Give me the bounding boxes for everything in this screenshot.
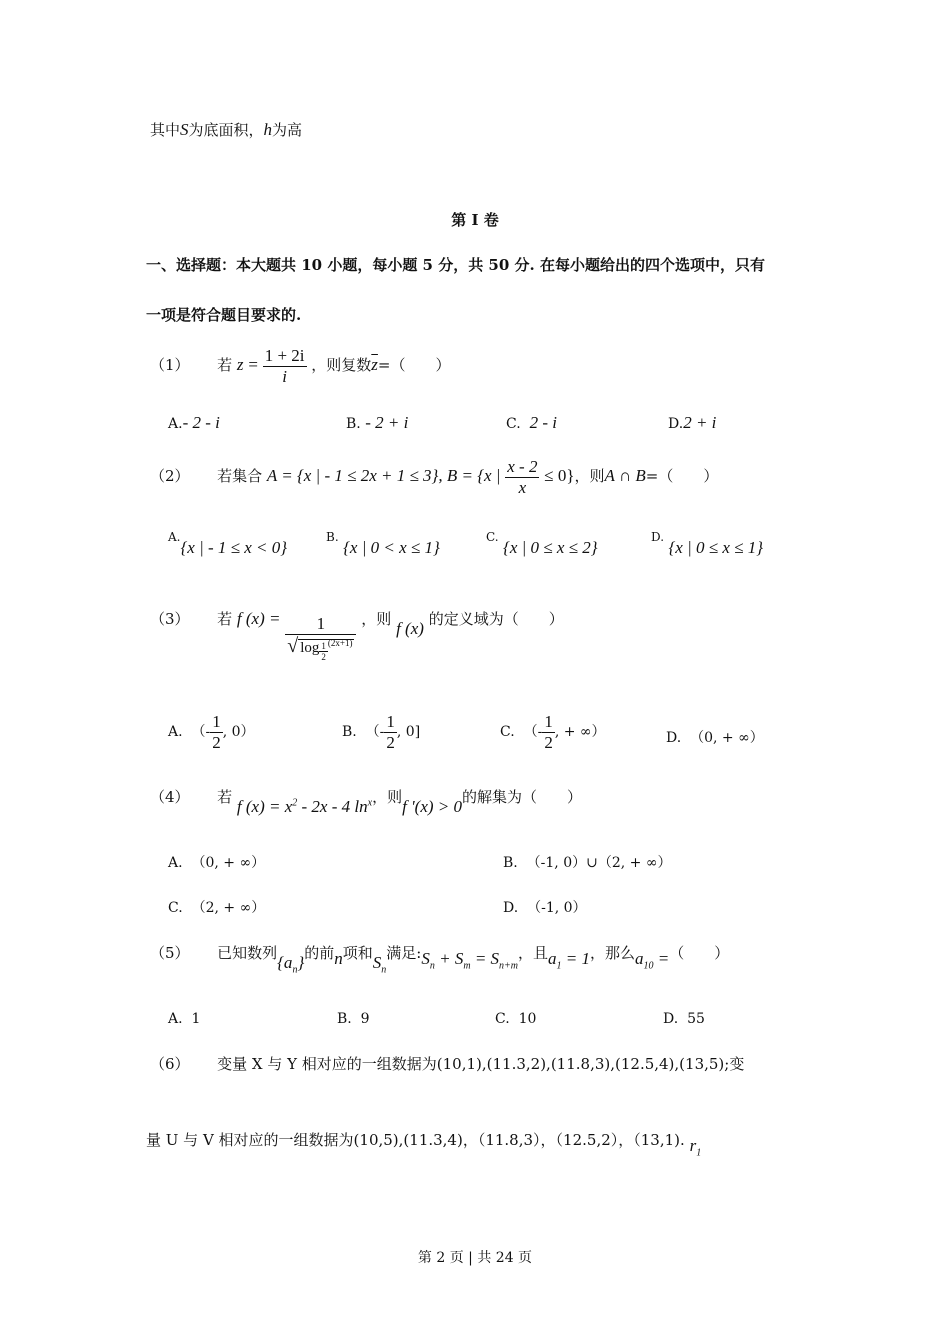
math-function: f (x) — [396, 619, 424, 638]
q1-option-d[interactable] — [668, 413, 716, 433]
q2-option-c[interactable] — [486, 530, 598, 557]
math-subscript: n — [381, 964, 387, 976]
math-subscript: 1 — [696, 1147, 702, 1159]
math-sequence — [277, 953, 305, 976]
math-term: r — [689, 1136, 697, 1155]
section-heading-line2: 一项是符合题目要求的. — [146, 306, 302, 324]
q4-option-a[interactable] — [168, 852, 265, 872]
sqrt-sign-icon: √ — [287, 635, 299, 657]
fraction-numerator: 1 — [544, 712, 553, 731]
option-label: D. — [663, 1011, 679, 1027]
option-text: （-1, 0） — [527, 900, 587, 916]
header-note — [150, 119, 302, 140]
math-term: - 2x - 4 ln — [297, 797, 368, 816]
math-subscript: 1 — [556, 960, 562, 972]
math-sum — [372, 953, 387, 976]
option-label: C. — [495, 1011, 510, 1027]
math-relation — [421, 949, 519, 972]
log-base-num: 1 — [321, 640, 326, 651]
math-term: = S — [470, 949, 500, 968]
question-text: ，则 — [574, 467, 605, 486]
option-text: {x | 0 < x ≤ 1} — [343, 538, 440, 557]
option-label: B. — [342, 724, 357, 741]
option-label: A. — [168, 416, 183, 432]
math-log: log — [300, 640, 320, 656]
math-term: + S — [434, 949, 464, 968]
question-number: （4） — [150, 788, 190, 806]
question-text: 若 — [217, 610, 233, 628]
question-text: ，则 — [361, 610, 392, 628]
math-term: a — [548, 949, 557, 968]
option-text: , 0] — [396, 724, 421, 741]
option-text: , + ∞） — [554, 724, 606, 741]
math-set-expression: A = {x | - 1 ≤ 2x + 1 ≤ 3}, B = {x | — [266, 466, 501, 486]
question-text: 若集合 — [217, 467, 263, 486]
q5-option-c[interactable] — [495, 1011, 536, 1027]
symbol-h: h — [263, 120, 273, 139]
option-label: D. — [668, 416, 684, 432]
option-label: B. — [337, 1011, 352, 1027]
volume-title: 第 I 卷 — [451, 211, 499, 229]
math-initial — [548, 949, 591, 972]
math-term: = — [653, 949, 670, 968]
q4-option-c[interactable] — [168, 897, 265, 917]
note-text: 为高 — [272, 121, 303, 139]
q3-option-a[interactable] — [168, 712, 255, 752]
option-text: （0, + ∞） — [191, 855, 266, 871]
q5-option-b[interactable] — [337, 1011, 370, 1027]
option-text: （-1, 0）∪（2, + ∞） — [526, 855, 672, 871]
option-text: （0, + ∞） — [690, 730, 764, 746]
option-label: B. — [503, 855, 518, 871]
q3-option-d[interactable] — [666, 727, 764, 747]
question-1 — [150, 346, 451, 386]
question-6-line2 — [146, 1129, 702, 1159]
q3-option-c[interactable] — [500, 712, 606, 752]
fraction — [210, 712, 223, 752]
math-var: n — [334, 949, 343, 968]
fraction-numerator: 1 — [212, 712, 221, 731]
fraction-denominator — [285, 634, 356, 662]
fraction-denominator: 2 — [386, 732, 395, 752]
log-argument: (2x+1) — [327, 638, 353, 648]
math-subscript: n — [292, 964, 298, 976]
symbol-S: S — [180, 120, 189, 139]
option-text: 55 — [687, 1011, 705, 1027]
math-term: = 1 — [561, 949, 591, 968]
q5-option-a[interactable] — [168, 1011, 200, 1027]
q4-option-b[interactable] — [503, 852, 671, 872]
question-text: 项和 — [342, 944, 373, 962]
fraction-numerator: 1 — [386, 712, 395, 731]
question-text: ，且 — [518, 944, 549, 962]
q1-option-b[interactable] — [346, 413, 408, 433]
fraction — [505, 457, 539, 497]
log-base-den: 2 — [321, 652, 326, 662]
option-label: A. — [168, 1011, 183, 1027]
question-number: （5） — [150, 944, 190, 962]
answer-blank: =（ ） — [377, 356, 451, 375]
fraction-numerator: 1 + 2i — [264, 346, 305, 365]
question-text: ，那么 — [590, 944, 636, 962]
option-label: A. — [168, 724, 183, 741]
option-label: A. — [168, 530, 181, 544]
question-text: 满足: — [386, 944, 422, 962]
option-label: C. — [168, 900, 183, 916]
fraction — [263, 346, 307, 386]
q4-option-d[interactable] — [503, 897, 587, 917]
q5-option-d[interactable] — [663, 1011, 705, 1027]
section-heading-line1: 一、选择题：本大题共 10 小题，每小题 5 分，共 50 分. 在每小题给出的四个选项中，只有 — [146, 256, 765, 274]
option-text: - 2 - i — [182, 413, 220, 432]
math-subscript: m — [463, 960, 471, 972]
option-text: 9 — [360, 1011, 370, 1027]
option-label: B. — [326, 530, 339, 544]
note-text: 为底面积， — [188, 121, 264, 139]
answer-blank: （ ） — [669, 944, 730, 962]
q1-option-a[interactable] — [168, 413, 220, 433]
option-text: - 2 + i — [365, 413, 409, 432]
math-term: a — [635, 949, 644, 968]
option-text: {x | 0 ≤ x ≤ 1} — [668, 538, 763, 557]
question-text: 变量 X 与 Y 相对应的一组数据为(10,1),(11.3,2),(11.8,3),(12.5,4),(13,5);变 — [217, 1055, 745, 1073]
option-text: （- — [191, 724, 211, 741]
math-function: f (x) = — [236, 609, 281, 628]
math-correlation — [689, 1136, 702, 1159]
fraction — [384, 712, 397, 752]
option-label: C. — [506, 416, 521, 432]
fraction-denominator: x — [505, 477, 539, 498]
fraction-denominator: i — [263, 366, 307, 387]
math-exponent: 2 — [292, 797, 298, 809]
fraction-denominator: 2 — [544, 732, 553, 752]
q2-option-b[interactable] — [326, 530, 440, 557]
option-label: D. — [666, 730, 682, 746]
answer-blank: 的定义域为（ ） — [428, 610, 564, 628]
math-set-expression: ≤ 0} — [544, 466, 575, 486]
fraction — [542, 712, 555, 752]
option-label: C. — [500, 724, 515, 741]
question-3 — [150, 608, 564, 662]
option-label: A. — [168, 855, 183, 871]
option-label: D. — [651, 530, 665, 544]
q2-option-d[interactable] — [651, 530, 763, 557]
math-term: S — [372, 953, 382, 972]
q3-option-b[interactable] — [342, 712, 420, 752]
page-footer: 第 2 页 | 共 24 页 — [417, 1250, 533, 1266]
question-number: （1） — [150, 356, 190, 375]
question-text: 已知数列 — [217, 944, 278, 962]
fraction-numerator: 1 — [316, 614, 326, 634]
log-base — [319, 641, 328, 663]
option-label: C. — [486, 530, 499, 544]
question-number: （3） — [150, 610, 190, 628]
math-exponent: x — [367, 797, 373, 809]
q1-option-c[interactable] — [506, 413, 557, 433]
option-text: 10 — [518, 1011, 537, 1027]
question-text: 若 — [217, 356, 233, 375]
question-text: 的前 — [304, 944, 335, 962]
answer-blank: =（ ） — [645, 467, 719, 486]
fraction-numerator: x - 2 — [507, 457, 538, 476]
option-text: （- — [365, 724, 385, 741]
option-text: {x | - 1 ≤ x < 0} — [180, 538, 288, 557]
math-term: {a — [277, 953, 293, 972]
math-term: f (x) = x — [236, 797, 293, 816]
question-text: ，则复数 — [311, 356, 372, 375]
math-target — [635, 949, 670, 972]
math-derivative: f '(x) > 0 — [402, 797, 463, 816]
math-subscript: n+m — [499, 960, 519, 972]
option-text: 1 — [191, 1011, 201, 1027]
math-subscript: 10 — [643, 960, 654, 972]
sqrt-radicand — [298, 638, 354, 662]
question-number: （6） — [150, 1055, 190, 1073]
math-var: z — [236, 355, 244, 375]
question-4 — [150, 786, 583, 816]
question-text: 若 — [217, 788, 233, 806]
fraction-denominator: 2 — [212, 732, 221, 752]
option-label: D. — [503, 900, 519, 916]
q2-option-a[interactable] — [168, 530, 288, 557]
option-text: 2 + i — [683, 413, 717, 432]
question-6 — [150, 1053, 744, 1074]
math-op: = — [248, 355, 258, 375]
math-subscript: n — [429, 960, 435, 972]
fraction — [285, 614, 356, 662]
math-term: } — [297, 953, 305, 972]
question-2 — [150, 457, 718, 497]
question-5 — [150, 942, 730, 976]
question-text: 量 U 与 V 相对应的一组数据为(10,5),(11.3,4)，（11.8,3），（12.5,2），（13,1). — [146, 1131, 685, 1149]
answer-blank: 的解集为（ ） — [462, 788, 583, 806]
question-number: （2） — [150, 467, 190, 486]
question-text: ，则 — [372, 788, 403, 806]
note-text: 其中 — [150, 121, 181, 139]
option-text: （- — [523, 724, 543, 741]
math-function-expression — [237, 797, 372, 816]
option-text: （2, + ∞） — [191, 900, 266, 916]
option-text: {x | 0 ≤ x ≤ 2} — [503, 538, 598, 557]
option-text: , 0） — [222, 724, 255, 741]
math-intersection: A ∩ B — [604, 466, 646, 486]
math-term: S — [421, 949, 430, 968]
option-label: B. — [346, 416, 361, 432]
math-conjugate: $\overline{z}$ — [371, 355, 378, 375]
option-text: 2 - i — [529, 413, 557, 432]
